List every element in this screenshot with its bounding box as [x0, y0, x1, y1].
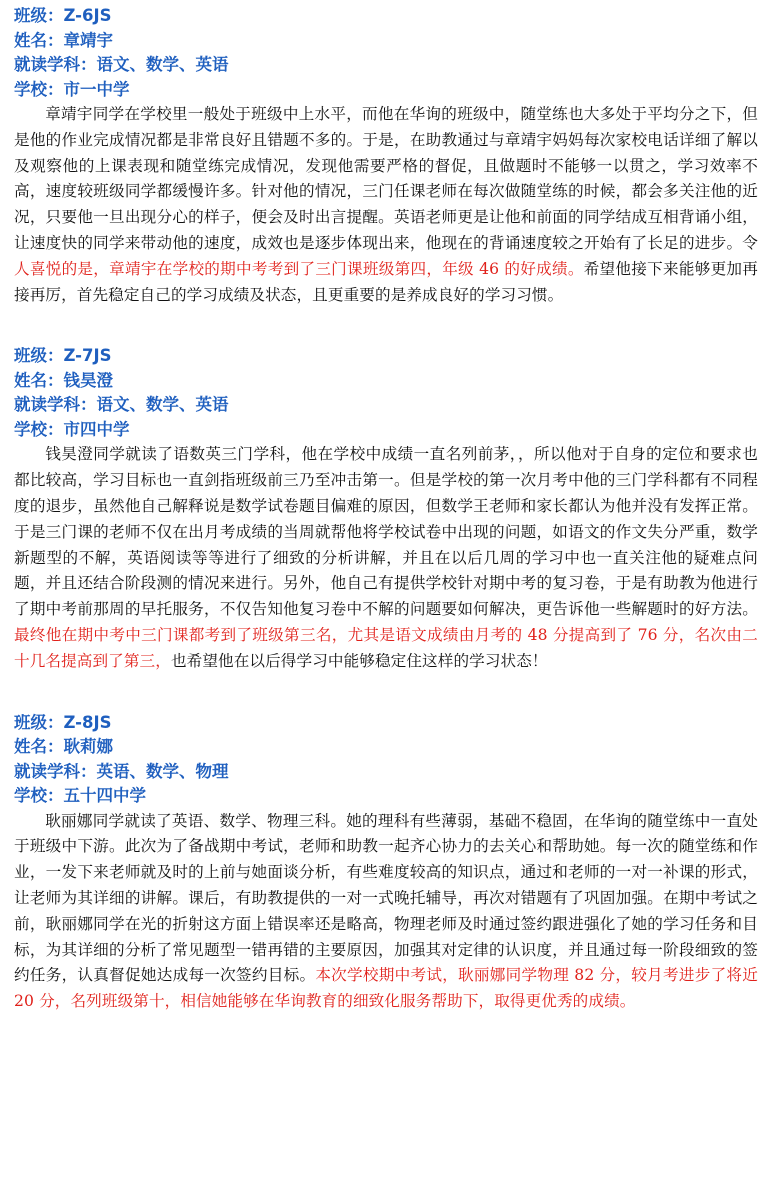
subjects-label: 就读学科： — [14, 395, 97, 415]
class-label: 班级： — [14, 6, 64, 25]
student-record — [14, 711, 758, 1015]
subjects-field — [14, 393, 758, 418]
student-description — [14, 442, 758, 674]
subjects-label: 就读学科： — [14, 761, 97, 781]
description-text: 耿丽娜同学就读了英语、数学、物理三科。她的理科有些薄弱，基础不稳固，在华询的随堂练中一直处于班级中下游。此次为了备战期中考试，老师和助教一起齐心协力的去关心和帮助她。每一次的随堂练和作业，一发下来老师就及时的上前与她面谈分析，有些难度较高的知识点，通过和老师的一对一补课的形式，让老师为其详细的讲解。课后，有助教提供的一对一式晚托辅导，再次对错题有了巩固加强。在期中考试之前，耿丽娜同学在光的折射这方面上错误率还是略高，物理老师及时通过签约跟进强化了她的学习任务和目标，为其详细的分析了常见题型一错再错的主要原因，加强其对定律的认识度，并且通过每一阶段细致的签约任务，认真督促她达成每一次签约目标。 — [14, 811, 758, 985]
name-field — [14, 29, 758, 54]
name-field — [14, 735, 758, 760]
school-label: 学校： — [14, 786, 64, 806]
school-value: 五十四中学 — [63, 786, 146, 806]
name-field — [14, 369, 758, 394]
name-label: 姓名： — [14, 370, 64, 390]
description-text-end: 希望他接下来能够更加再接再厉，首先稳定自己的学习成绩及状态，且更重要的是养成良好的学习习惯。 — [14, 259, 758, 304]
school-label: 学校： — [14, 419, 64, 439]
name-label: 姓名： — [14, 737, 64, 757]
school-field — [14, 78, 758, 103]
class-value: Z-6JS — [63, 6, 112, 25]
school-field — [14, 418, 758, 443]
class-field — [14, 711, 758, 736]
name-value: 章靖宇 — [63, 30, 113, 50]
student-description — [14, 102, 758, 308]
subjects-field — [14, 53, 758, 78]
student-record — [14, 344, 758, 674]
name-value: 耿莉娜 — [63, 737, 113, 757]
document-page — [14, 4, 758, 1015]
highlighted-result: 最终他在期中考中三门课都考到了班级第三名，尤其是语文成绩由月考的 48 分提高到了 76 分，名次由二十几名提高到了第三， — [14, 625, 758, 670]
school-value: 市四中学 — [63, 419, 130, 439]
subjects-label: 就读学科： — [14, 55, 97, 74]
subjects-value: 语文、数学、英语 — [96, 55, 229, 74]
description-text: 章靖宇同学在学校里一般处于班级中上水平，而他在华询的班级中，随堂练也大多处于平均分之下，但是他的作业完成情况都是非常良好且错题不多的。于是，在助教通过与章靖宇妈妈每次家校电话详细了解以及观察他的上课表现和随堂练完成情况，发现他需要严格的督促，且做题时不能够一以贯之，学习效率不高，速度较班级同学都缓慢许多。针对他的情况，三门任课老师在每次做随堂练的时候，都会多关注他的近况，只要他一旦出现分心的样子，便会及时出言提醒。英语老师更是让他和前面的同学结成互相背诵小组，让速度快的同学来带动他的速度，成效也是逐步体现出来，他现在的背诵速度较之开始有了长足的进步。令 — [14, 105, 758, 252]
name-label: 姓名： — [14, 30, 64, 50]
student-record — [14, 4, 758, 308]
school-field — [14, 784, 758, 809]
subjects-value: 英语、数学、物理 — [96, 761, 229, 781]
subjects-field — [14, 760, 758, 785]
highlighted-result: 人喜悦的是，章靖宇在学校的期中考考到了三门课班级第四，年级 46 的好成绩。 — [14, 259, 584, 278]
description-text: 钱昊澄同学就读了语数英三门学科，他在学校中成绩一直名列前茅，，所以他对于自身的定位和要求也都比较高，学习目标也一直剑指班级前三乃至冲击第一。但是学校的第一次月考中他的三门学科都有不同程度的退步，虽然他自己解释说是数学试卷题目偏难的原因，但数学王老师和家长都认为他并没有发挥正常。于是三门课的老师不仅在出月考成绩的当周就帮他将学校试卷中出现的问题，如语文的作文失分严重，数学新题型的不解，英语阅读等等进行了细致的分析讲解，并且在以后几周的学习中也一直关注他的疑难点问题，并且还结合阶段测的情况来进行。另外，他自己有提供学校针对期中考的复习卷，于是有助教为他进行了期中考前那周的早托服务，不仅告知他复习卷中不解的问题要如何解决，更告诉他一些解题时的好方法。 — [14, 445, 758, 619]
subjects-value: 语文、数学、英语 — [96, 395, 229, 415]
class-value: Z-7JS — [63, 346, 112, 366]
description-text-end: 也希望他在以后得学习中能够稳定住这样的学习状态！ — [170, 651, 548, 670]
school-label: 学校： — [14, 79, 64, 99]
school-value: 市一中学 — [63, 79, 130, 99]
class-value: Z-8JS — [63, 712, 112, 732]
class-label: 班级： — [14, 712, 64, 732]
highlighted-result: 本次学校期中考试，耿丽娜同学物理 82 分，较月考进步了将近 20 分，名列班级第十，相信她能够在华询教育的细致化服务帮助下，取得更优秀的成绩。 — [14, 966, 758, 1011]
class-field — [14, 344, 758, 369]
class-label: 班级： — [14, 346, 64, 366]
class-field — [14, 4, 758, 29]
student-description — [14, 809, 758, 1015]
name-value: 钱昊澄 — [63, 370, 113, 390]
